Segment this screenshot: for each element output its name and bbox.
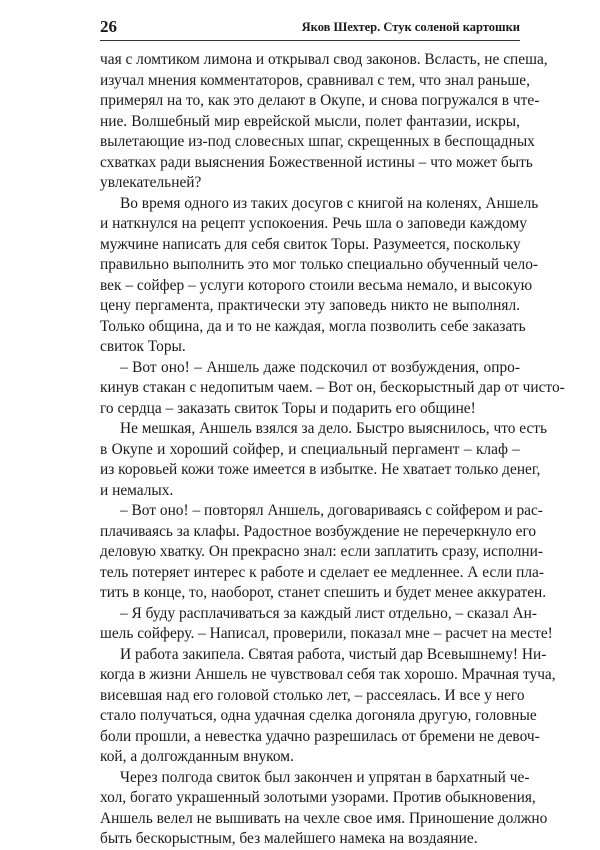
text-line: свиток Торы. (100, 338, 186, 355)
text-line: тить в конце, то, наоборот, станет спешить и будет менее аккуратен. (100, 584, 547, 601)
text-line: деловую хватку. Он прекрасно знал: если заплатить сразу, исполни- (100, 543, 543, 560)
paragraph (100, 358, 565, 420)
text-line: тель потеряет интерес к работе и сделает ее медленнее. А если пла- (100, 563, 544, 581)
paragraph (100, 419, 548, 501)
text-line: и наткнулся на рецепт успокоения. Речь шла о заповеди каждому (100, 215, 527, 232)
text-line: в Окупе и хороший сойфер, и специальный пергамент – клаф – (100, 440, 520, 458)
text-line: кой, а долгожданным внуком. (100, 748, 294, 765)
text-line: изучал мнения комментаторов, сравнивал с тем, что знал раньше, (100, 71, 530, 89)
text-line: цену пергамента, практически эту заповедь никто не выполнял. (100, 297, 520, 314)
text-line: из коровьей кожи тоже имеется в избытке. Не хватает только денег, (100, 461, 541, 478)
text-line: боли прошли, а невестка удачно разрешилась от бремени не девоч- (100, 727, 540, 745)
text-line: и немалых. (100, 481, 174, 499)
text-line: хол, богато украшенный золотыми узорами. Против обыкновения, (100, 789, 536, 806)
text-line: И работа закипела. Святая работа, чистый дар Всевышнему! Ни- (120, 645, 547, 663)
running-head: Яков Шехтер. Стук соленой картошки (301, 20, 520, 34)
text-line: го сердца – заказать свиток Торы и подарить его общине! (100, 399, 476, 417)
paragraph (100, 645, 556, 768)
paragraph (100, 194, 539, 358)
text-line: кинув стакан с недопитым чаем. – Вот он, бескорыстный дар от чисто- (100, 379, 565, 396)
text-line: век – сойфер – услуги которого стоили весьма немало, и высокую (100, 276, 533, 294)
text-line: чая с ломтиком лимона и открывал свод законов. Всласть, не спеша, (100, 51, 548, 68)
page-header (100, 16, 520, 38)
paragraph (100, 768, 548, 850)
text-line: примерял на то, как это делают в Окупе, и снова погружался в чте- (100, 92, 540, 109)
text-line: ние. Волшебный мир еврейской мысли, полет фантазии, искры, (100, 112, 520, 130)
header-rule (100, 40, 520, 41)
paragraph (100, 604, 553, 645)
text-line: схватках ради выяснения Божественной истины – что может быть (100, 153, 533, 171)
text-line: Аншель велел не вышивать на чехле свое имя. Приношение должно (100, 809, 548, 827)
text-line: шель сойферу. – Написал, проверили, показал мне – расчет на месте! (100, 625, 553, 642)
text-line: увлекательней? (100, 174, 202, 191)
text-line: Не мешкая, Аншель взялся за дело. Быстро выяснилось, что есть (120, 420, 548, 437)
text-line: когда в жизни Аншель не чувствовал себя так хорошо. Мрачная туча, (100, 666, 556, 683)
paragraph (100, 501, 547, 604)
text-line: Через полгода свиток был закончен и упрятан в бархатный че- (120, 768, 530, 786)
text-line: висевшая над его головой столько лет, – рассеялась. И все у него (100, 686, 525, 704)
body-text (100, 50, 565, 850)
text-line: стало получаться, одна удачная сделка догоняла другую, головные (100, 707, 537, 724)
text-line: Только община, да и то не каждая, могла позволить себе заказать (100, 317, 526, 335)
text-line: – Вот оно! – повторял Аншель, договариваясь с сойфером и рас- (120, 502, 543, 519)
text-line: – Вот оно! – Аншель даже подскочил от возбуждения, опро- (120, 358, 520, 376)
text-line: – Я буду расплачиваться за каждый лист отдельно, – сказал Ан- (120, 604, 538, 622)
text-line: вылетающие из-под словесных шпаг, скрещенных в беспощадных (100, 133, 535, 150)
text-line: Во время одного из таких досугов с книгой на коленях, Аншель (120, 194, 539, 212)
text-line: быть бескорыстным, без малейшего намека на воздаяние. (100, 830, 478, 847)
text-line: плачиваясь за клафы. Радостное возбуждение не перечеркнуло его (100, 522, 537, 540)
text-line: правильно выполнить это мог только специально обученный чело- (100, 256, 539, 273)
paragraph (100, 50, 548, 194)
page-number: 26 (100, 17, 117, 36)
text-line: мужчине написать для себя свиток Торы. Разумеется, поскольку (100, 235, 521, 253)
